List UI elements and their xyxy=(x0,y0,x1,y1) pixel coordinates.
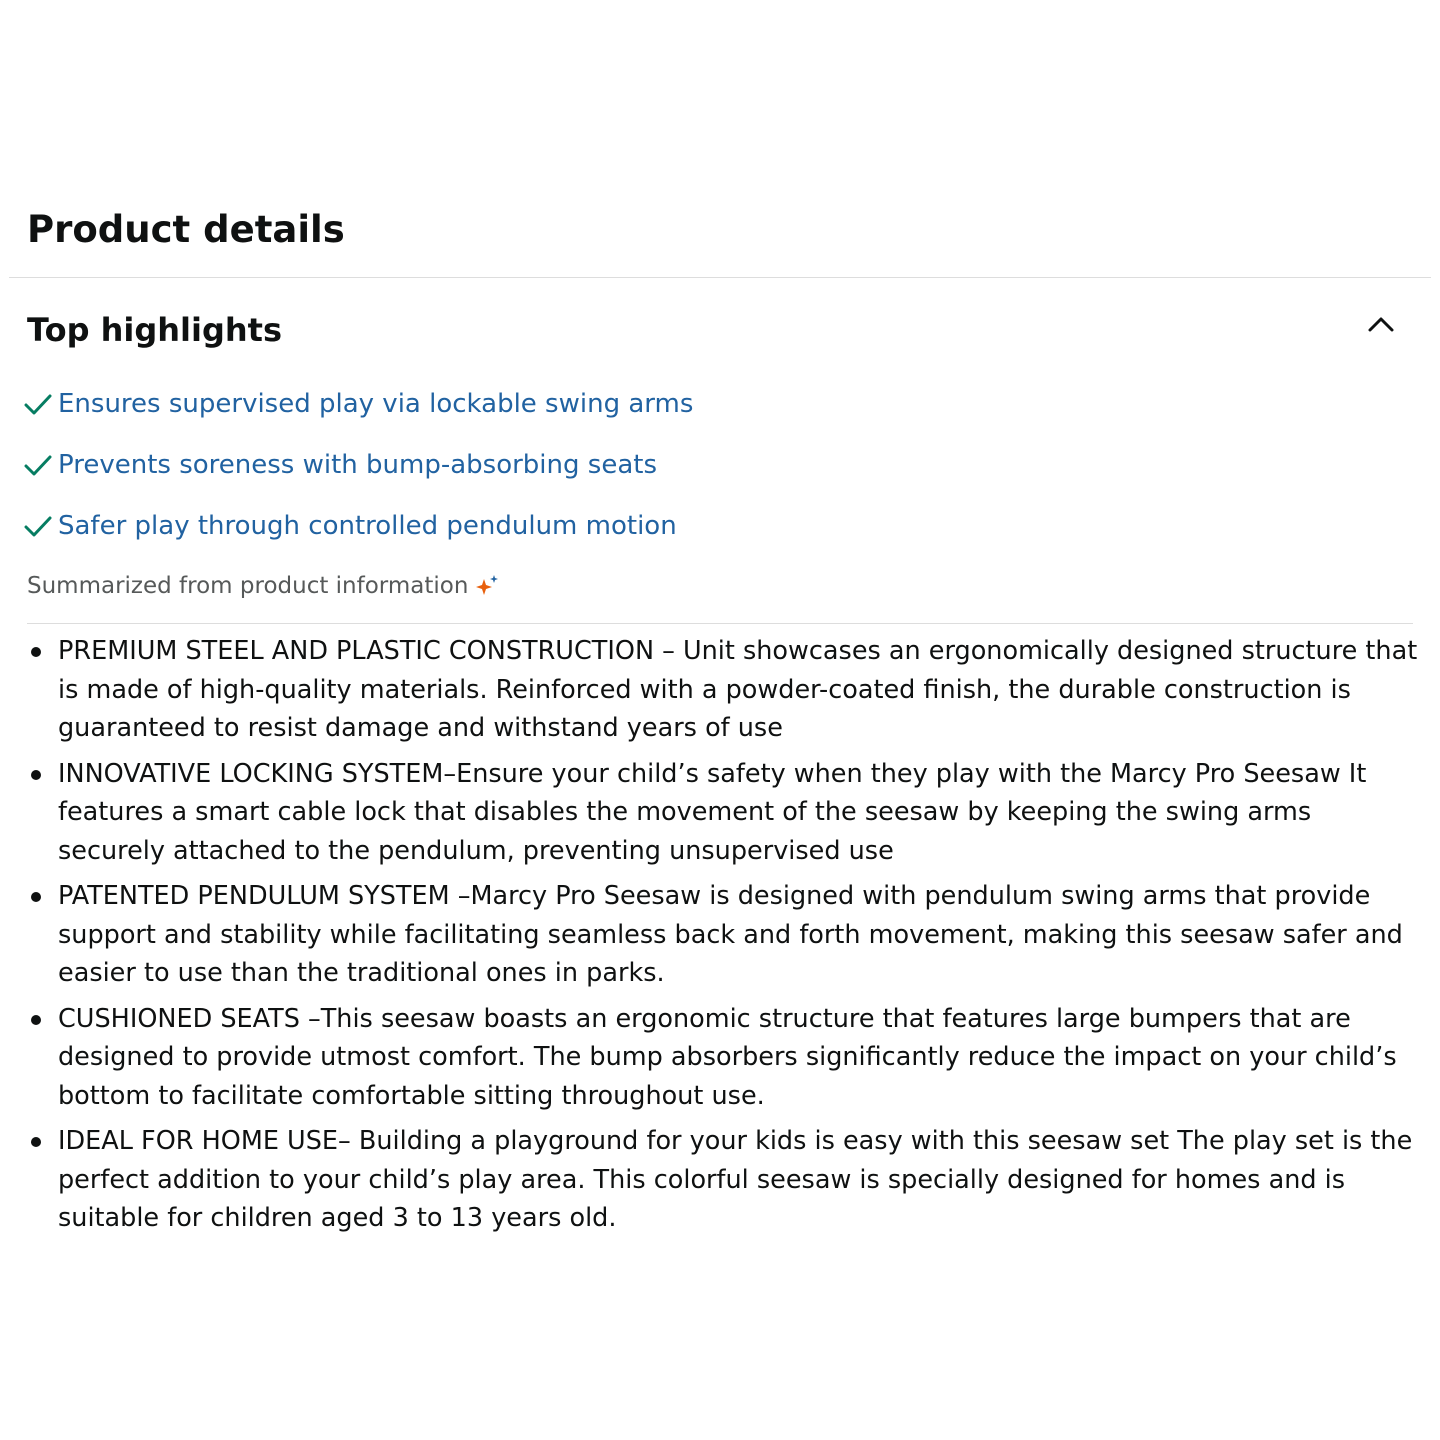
top-highlights-header[interactable] xyxy=(27,304,1413,356)
sparkle-icon xyxy=(474,573,500,599)
bullet-dot-icon xyxy=(31,770,41,780)
summary-note-text: Summarized from product information xyxy=(27,573,469,599)
about-bullet-text: CUSHIONED SEATS –This seesaw boasts an ergonomic structure that features large bumpers that are designed to provide utmost comfort. The bump absorbers significantly reduce the impact on your child’s bottom to facilitate comfortable sitting throughout use. xyxy=(58,1003,1397,1111)
about-item-list xyxy=(28,632,1418,1245)
about-bullet-text: IDEAL FOR HOME USE– Building a playground for your kids is easy with this seesaw set The play set is the perfect addition to your child’s play area. This colorful seesaw is specially designed for homes and is suitable for children aged 3 to 13 years old. xyxy=(58,1126,1413,1233)
top-highlights-title: Top highlights xyxy=(27,311,283,349)
about-bullet xyxy=(28,1122,1418,1238)
bullet-dot-icon xyxy=(31,1015,41,1025)
highlight-item[interactable] xyxy=(24,380,693,441)
bullet-dot-icon xyxy=(31,892,41,902)
about-bullet xyxy=(28,877,1418,993)
highlight-item[interactable] xyxy=(24,502,693,563)
check-icon xyxy=(24,502,52,550)
summary-note xyxy=(27,566,500,606)
bullet-dot-icon xyxy=(31,1137,41,1147)
highlight-item[interactable] xyxy=(24,441,693,502)
about-bullet xyxy=(28,755,1418,871)
highlight-link[interactable]: Ensures supervised play via lockable swing arms xyxy=(58,389,694,419)
about-bullet xyxy=(28,1000,1418,1116)
about-bullet-text: PREMIUM STEEL AND PLASTIC CONSTRUCTION – Unit showcases an ergonomically designed structure that is made of high-quality materials. Reinforced with a powder-coated finish, the durable construction is guaranteed to resist damage and withstand years of use xyxy=(58,636,1418,743)
bullet-dot-icon xyxy=(31,647,41,657)
highlight-link[interactable]: Prevents soreness with bump-absorbing seats xyxy=(58,450,657,480)
about-bullet-text: INNOVATIVE LOCKING SYSTEM–Ensure your child’s safety when they play with the Marcy Pro Seesaw It features a smart cable lock that disables the movement of the seesaw by keeping the swing arms securely attached to the pendulum, preventing unsupervised use xyxy=(58,758,1367,866)
top-highlights-list xyxy=(24,380,693,563)
about-bullet-text: PATENTED PENDULUM SYSTEM –Marcy Pro Seesaw is designed with pendulum swing arms that provide support and stability while facilitating seamless back and forth movement, making this seesaw safer and easier to use than the traditional ones in parks. xyxy=(58,881,1403,988)
section-title: Product details xyxy=(27,208,345,251)
section-divider xyxy=(9,277,1431,278)
highlight-link[interactable]: Safer play through controlled pendulum motion xyxy=(58,511,677,541)
check-icon xyxy=(24,380,52,428)
chevron-up-icon xyxy=(1367,314,1395,334)
collapse-toggle-button[interactable] xyxy=(1359,304,1403,344)
about-bullet xyxy=(28,632,1418,748)
highlights-divider xyxy=(27,623,1413,624)
check-icon xyxy=(24,441,52,489)
